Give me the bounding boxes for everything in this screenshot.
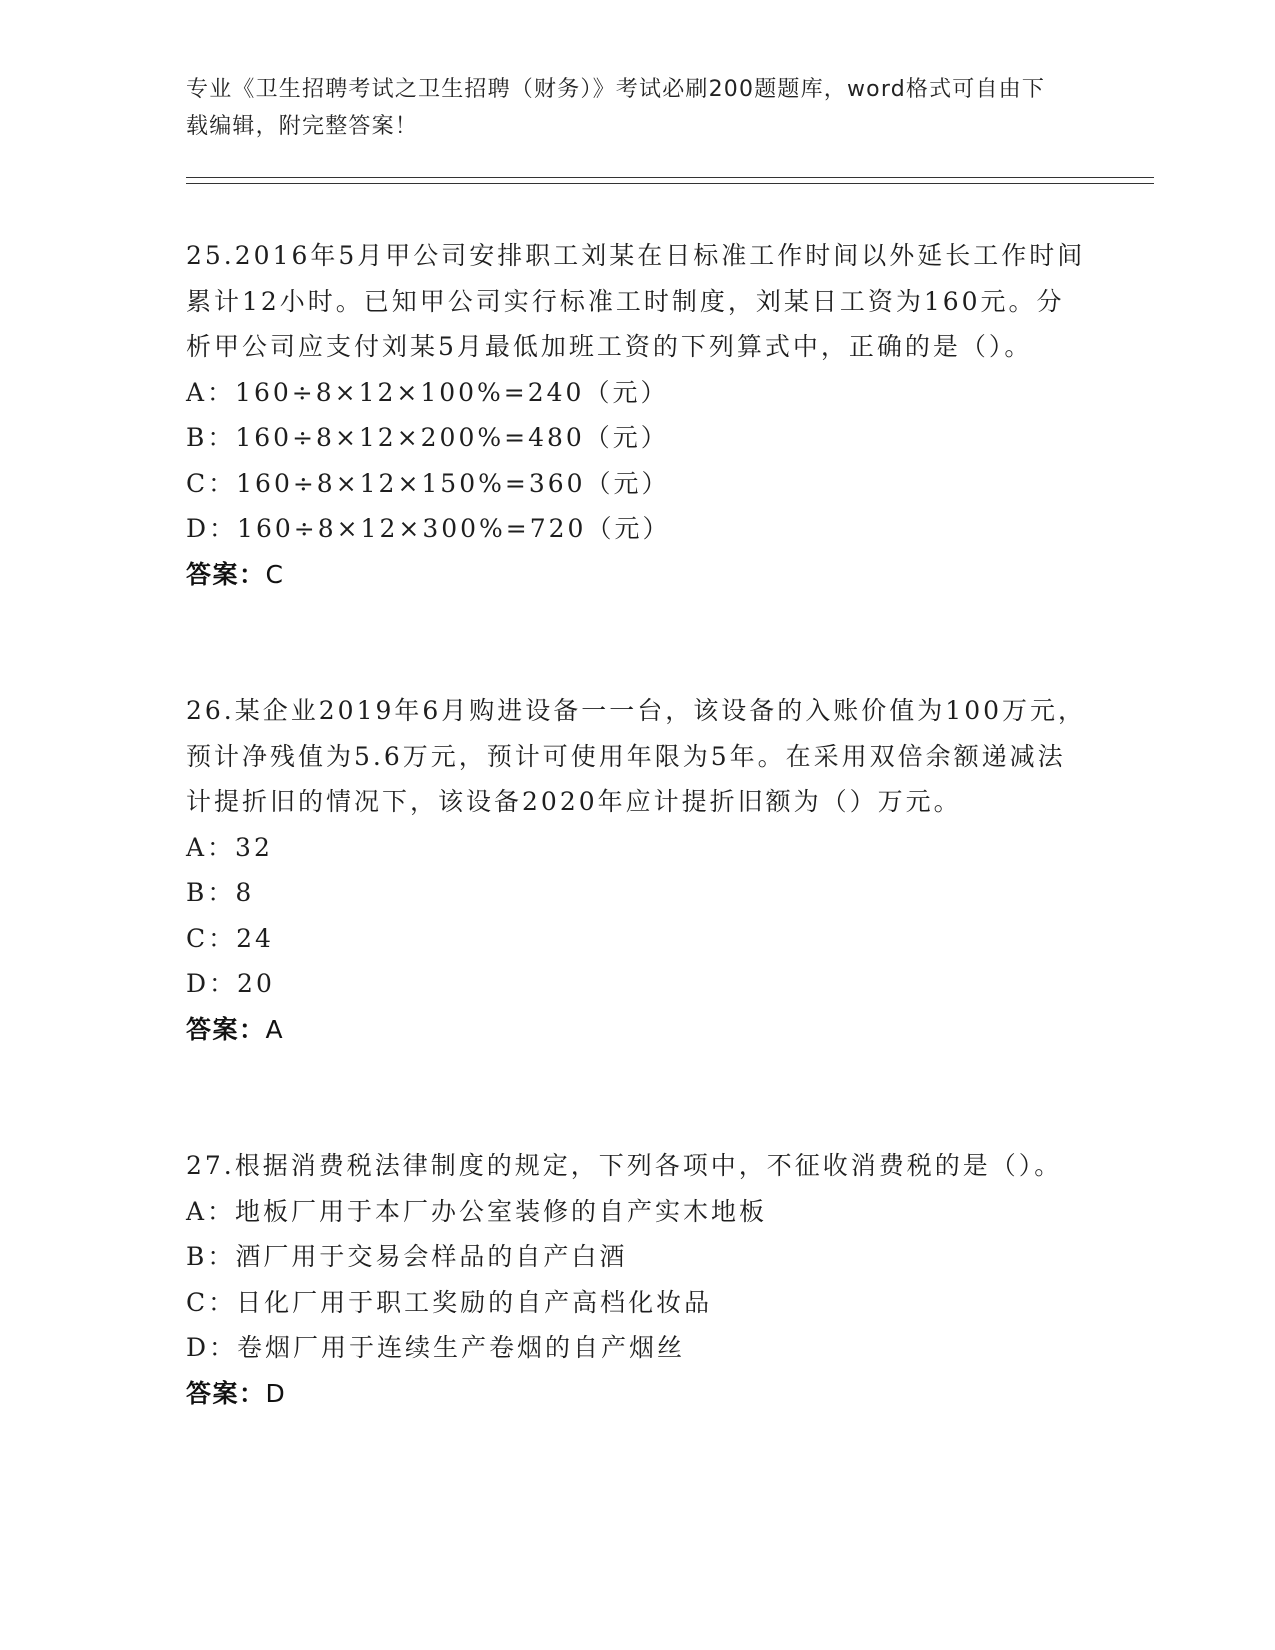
- option-d: D：卷烟厂用于连续生产卷烟的自产烟丝: [186, 1333, 686, 1362]
- question-25: [186, 233, 1086, 597]
- option-b: B：酒厂用于交易会样品的自产白酒: [186, 1242, 628, 1271]
- option-a: A：160÷8×12×100%=240（元）: [186, 377, 669, 407]
- option-c: C：日化厂用于职工奖励的自产高档化妆品: [186, 1287, 713, 1317]
- question-stem: 26.某企业2019年6月购进设备一一台，该设备的入账价值为100万元，预计净残值为5.6万元，预计可使用年限为5年。在采用双倍余额递减法计提折旧的情况下，该设备2020年应计提折旧额为（）万元。: [186, 696, 1087, 816]
- header-divider-top: [186, 177, 1154, 178]
- answer-label: 答案：: [186, 1014, 266, 1044]
- answer-label: 答案：: [186, 559, 266, 589]
- option-d: D：20: [186, 969, 275, 998]
- answer-value: C: [265, 559, 285, 589]
- answer-line: [186, 1371, 1086, 1417]
- option-b: B：160÷8×12×200%=480（元）: [186, 423, 669, 452]
- answer-line: [186, 1007, 1086, 1053]
- answer-value: D: [265, 1378, 287, 1408]
- option-c: C：24: [186, 923, 274, 953]
- question-26: [186, 688, 1086, 1052]
- option-d: D：160÷8×12×300%=720（元）: [186, 514, 671, 543]
- answer-value: A: [265, 1014, 285, 1044]
- question-27: [186, 1143, 1086, 1416]
- header-divider-bottom: [186, 183, 1154, 184]
- option-a: A：地板厂用于本厂办公室装修的自产实木地板: [186, 1196, 768, 1226]
- answer-label: 答案：: [186, 1378, 266, 1408]
- option-b: B：8: [186, 878, 255, 907]
- option-a: A：32: [186, 832, 273, 862]
- document-header: 专业《卫生招聘考试之卫生招聘（财务）》考试必刷200题题库，word格式可自由下载编辑，附完整答案！: [186, 77, 1046, 139]
- answer-line: [186, 552, 1086, 598]
- option-c: C：160÷8×12×150%=360（元）: [186, 468, 670, 498]
- question-stem: 25.2016年5月甲公司安排职工刘某在日标准工作时间以外延长工作时间累计12小时。已知甲公司实行标准工时制度，刘某日工资为160元。分析甲公司应支付刘某5月最低加班工资的下列算式中，正确的是（）。: [186, 241, 1086, 361]
- question-stem: 27.根据消费税法律制度的规定，下列各项中，不征收消费税的是（）。: [186, 1151, 1063, 1180]
